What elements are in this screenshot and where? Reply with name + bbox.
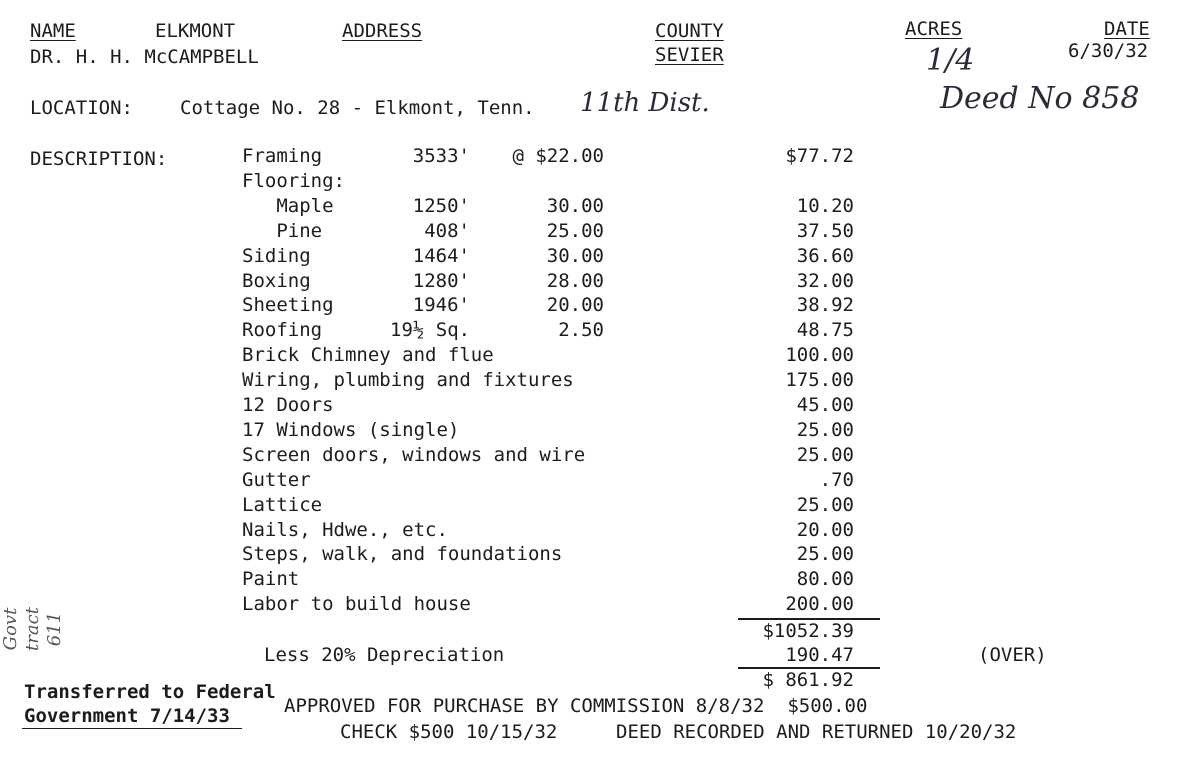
margin-note-line2: 611 <box>44 611 65 647</box>
item-description: Wiring, plumbing and fixtures <box>242 369 574 391</box>
county-label: COUNTY <box>655 20 724 42</box>
transferred-rule <box>22 728 242 729</box>
deed-recorded-note: DEED RECORDED AND RETURNED 10/20/32 <box>616 721 1017 743</box>
acres-value: 1/4 <box>926 43 975 78</box>
item-description: Framing <box>242 145 323 167</box>
name-label: NAME <box>30 20 76 42</box>
depreciation-amount: 190.47 <box>785 644 854 666</box>
total-amount: $ 861.92 <box>762 669 854 691</box>
item-description: Roofing <box>242 319 323 341</box>
depreciation-label: Less 20% Depreciation <box>264 644 505 666</box>
item-rate: 28.00 <box>546 270 604 292</box>
address-label: ADDRESS <box>342 20 423 42</box>
item-quantity: 19½ Sq. <box>390 319 471 341</box>
date-value: 6/30/32 <box>1068 40 1149 62</box>
item-amount: 48.75 <box>796 319 854 341</box>
margin-note <box>0 584 66 674</box>
item-rate: @ $22.00 <box>512 145 604 167</box>
item-description: Labor to build house <box>242 593 471 615</box>
item-quantity: 1946' <box>412 294 470 316</box>
approved-note: APPROVED FOR PURCHASE BY COMMISSION 8/8/32 $500.00 <box>284 695 868 717</box>
item-description: Maple <box>242 195 334 217</box>
location-label: LOCATION: <box>30 97 133 119</box>
date-label: DATE <box>1104 18 1150 40</box>
handwritten-district: 11th Dist. <box>580 88 710 118</box>
item-description: 12 Doors <box>242 394 334 416</box>
item-quantity: 408' <box>424 220 470 242</box>
item-rate: 25.00 <box>546 220 604 242</box>
item-amount: 100.00 <box>785 344 854 366</box>
item-quantity: 1464' <box>412 245 470 267</box>
item-description: Boxing <box>242 270 311 292</box>
item-rate: 30.00 <box>546 245 604 267</box>
check-note: CHECK $500 10/15/32 <box>340 721 558 743</box>
item-description: 17 Windows (single) <box>242 419 460 441</box>
item-quantity: 3533' <box>412 145 470 167</box>
over-note: (OVER) <box>978 644 1047 666</box>
handwritten-deed-number: Deed No 858 <box>940 81 1140 116</box>
item-amount: .70 <box>819 469 854 491</box>
item-rate: 30.00 <box>546 195 604 217</box>
acres-label: ACRES <box>905 18 963 40</box>
item-amount: 80.00 <box>796 568 854 590</box>
item-amount: 25.00 <box>796 444 854 466</box>
item-amount: 10.20 <box>796 195 854 217</box>
item-description: Gutter <box>242 469 311 491</box>
location-value: Cottage No. 28 - Elkmont, Tenn. <box>180 97 535 119</box>
owner-name: DR. H. H. McCAMPBELL <box>30 46 259 68</box>
item-description: Paint <box>242 568 300 590</box>
item-rate: 20.00 <box>546 294 604 316</box>
margin-note-line1: Govt tract <box>0 607 43 651</box>
item-amount: 175.00 <box>785 369 854 391</box>
item-description: Steps, walk, and foundations <box>242 543 563 565</box>
item-amount: 25.00 <box>796 494 854 516</box>
item-description: Flooring: <box>242 170 345 192</box>
item-amount: 36.60 <box>796 245 854 267</box>
item-rate: 2.50 <box>558 319 604 341</box>
item-description: Screen doors, windows and wire <box>242 444 586 466</box>
item-amount: 37.50 <box>796 220 854 242</box>
item-description: Siding <box>242 245 311 267</box>
item-amount: 45.00 <box>796 394 854 416</box>
item-quantity: 1280' <box>412 270 470 292</box>
item-description: Sheeting <box>242 294 334 316</box>
item-description: Brick Chimney and flue <box>242 344 494 366</box>
item-amount: 25.00 <box>796 419 854 441</box>
item-amount: 20.00 <box>796 519 854 541</box>
transferred-line2: Government 7/14/33 <box>24 705 230 727</box>
transferred-line1: Transferred to Federal <box>24 681 276 703</box>
item-amount: 25.00 <box>796 543 854 565</box>
item-amount: 32.00 <box>796 270 854 292</box>
item-description: Lattice <box>242 494 323 516</box>
item-amount: $77.72 <box>785 145 854 167</box>
item-description: Pine <box>242 220 323 242</box>
item-description: Nails, Hdwe., etc. <box>242 519 448 541</box>
item-quantity: 1250' <box>412 195 470 217</box>
description-label: DESCRIPTION: <box>30 148 168 170</box>
county-value: SEVIER <box>655 44 724 66</box>
subtotal-amount: $1052.39 <box>762 620 854 642</box>
name-location: ELKMONT <box>155 20 236 42</box>
item-amount: 38.92 <box>796 294 854 316</box>
item-amount: 200.00 <box>785 593 854 615</box>
